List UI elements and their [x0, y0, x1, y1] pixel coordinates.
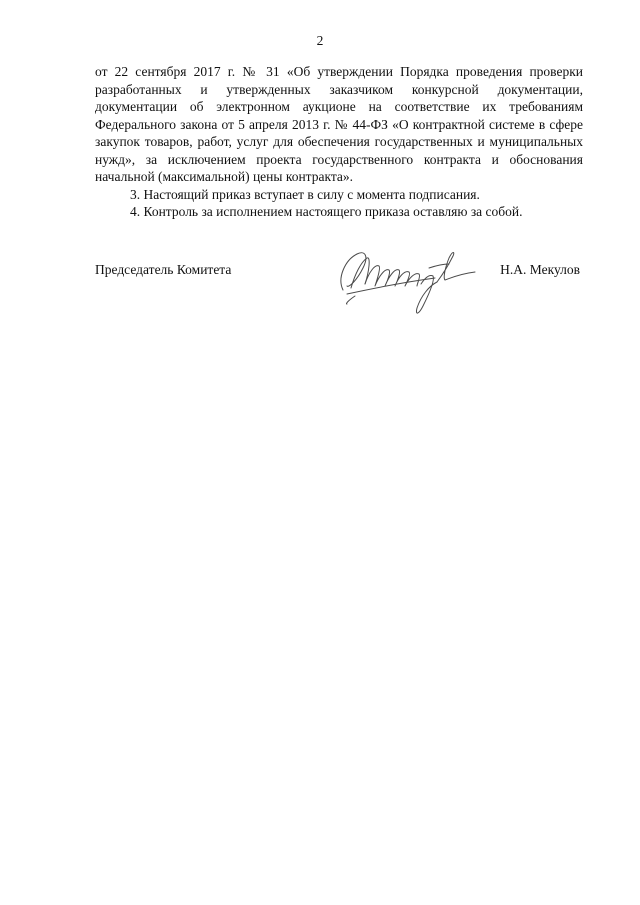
- handwritten-signature: [325, 238, 485, 318]
- signer-name: Н.А. Мекулов: [500, 262, 580, 277]
- list-item-control: 4. Контроль за исполнением настоящего приказа оставляю за собой.: [130, 204, 523, 219]
- page-number: 2: [316, 33, 324, 48]
- document-body: [95, 63, 583, 221]
- continued-paragraph: от 22 сентября 2017 г. № 31 «Об утверждении Порядка проведения проверки разработанных и утвержденных заказчиком конкурсной документации, документации об электронном аукционе на соответствие их требованиям Федерального закона от 5 апреля 2013 г. № 44-ФЗ «О контрактной системе в сфере закупок товаров, работ, услуг для обеспечения государственных и муниципальных нужд», за исключением проекта государственного контракта и обоснования начальной (максимальной) цены контракта».: [95, 64, 583, 184]
- signature-block: [95, 258, 583, 318]
- signer-title: Председатель Комитета: [95, 262, 232, 277]
- list-item-effective-date: 3. Настоящий приказ вступает в силу с момента подписания.: [130, 186, 480, 202]
